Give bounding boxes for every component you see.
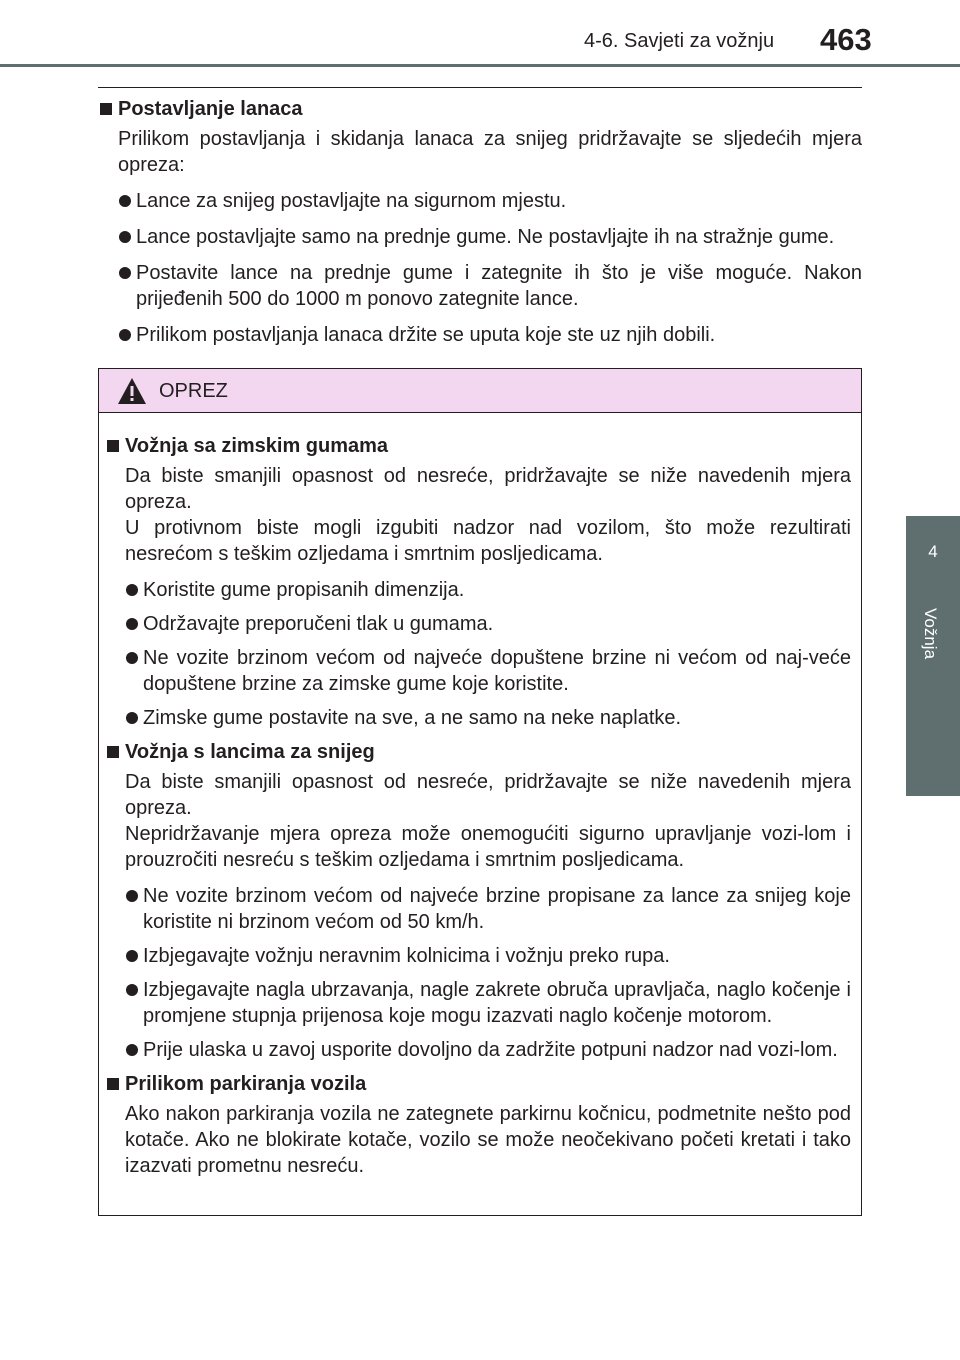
caution-bullet-list — [105, 883, 851, 1063]
intro-heading: Postavljanje lanaca — [98, 96, 862, 122]
list-item: Lance postavljajte samo na prednje gume. Ne postavljajte ih na stražnje gume. — [98, 224, 862, 250]
intro-text: Prilikom postavljanja i skidanja lanaca za snijeg pridržavajte se sljedećih mjera opreza: — [118, 128, 862, 176]
header-rule — [0, 64, 960, 67]
list-item: Ne vozite brzinom većom od najveće brzine propisane za lance za snijeg koje koristite ni brzinom većom od 50 km/h. — [105, 883, 851, 935]
caution-section-winter-tires — [105, 433, 851, 731]
list-item: Postavite lance na prednje gume i zategnite ih što je više moguće. Nakon prijeđenih 500 do 1000 m ponovo zategnite lance. — [98, 260, 862, 312]
caution-heading: Vožnja s lancima za snijeg — [105, 739, 851, 765]
list-item: Izbjegavajte nagla ubrzavanja, nagle zakrete obruča upravljača, naglo kočenje i promjene stupnja prijenosa koje mogu izazvati naglo kočenje motorom. — [105, 977, 851, 1029]
list-item: Koristite gume propisanih dimenzija. — [105, 577, 851, 603]
caution-title: OPREZ — [159, 380, 228, 402]
list-item: Ne vozite brzinom većom od najveće dopuštene brzine ni većom od naj-veće dopuštene brzine za zimske gume koje koristite. — [105, 645, 851, 697]
chapter-side-tab — [906, 516, 960, 796]
caution-text: Da biste smanjili opasnost od nesreće, pridržavajte se niže navedenih mjera opreza. — [125, 771, 851, 819]
chapter-number: 4 — [928, 542, 938, 561]
list-item: Izbjegavajte vožnju neravnim kolnicima i vožnju preko rupa. — [105, 943, 851, 969]
intro-section — [98, 96, 862, 358]
list-item: Prilikom postavljanja lanaca držite se uputa koje ste uz njih dobili. — [98, 322, 862, 348]
intro-bullet-list — [98, 188, 862, 348]
caution-section-snow-chains — [105, 739, 851, 1063]
caution-text: Ako nakon parkiranja vozila ne zategnete parkirnu kočnicu, podmetnite nešto pod kotače. Ako ne blokirate kotače, vozilo se može neočekivano početi kretati i tako izazvati prometnu nesreću. — [125, 1103, 851, 1177]
page-number: 463 — [820, 22, 872, 57]
content-top-rule — [98, 87, 862, 88]
section-title: 4-6. Savjeti za vožnju — [584, 30, 775, 52]
list-item: Lance za snijeg postavljajte na sigurnom mjestu. — [98, 188, 862, 214]
caution-bullet-list — [105, 577, 851, 731]
caution-section-parking — [105, 1071, 851, 1179]
list-item: Prije ulaska u zavoj usporite dovoljno da zadržite potpuni nadzor nad vozi-lom. — [105, 1037, 851, 1063]
caution-header — [99, 369, 861, 413]
page-header — [0, 0, 960, 68]
caution-heading: Prilikom parkiranja vozila — [105, 1071, 851, 1097]
list-item: Održavajte preporučeni tlak u gumama. — [105, 611, 851, 637]
chapter-label: Vožnja — [921, 608, 940, 660]
caution-body — [99, 413, 861, 1179]
caution-text: U protivnom biste mogli izgubiti nadzor nad vozilom, što može rezultirati nesrećom s teškim ozljedama i smrtnim posljedicama. — [125, 517, 851, 565]
caution-box — [98, 368, 862, 1216]
list-item: Zimske gume postavite na sve, a ne samo na neke naplatke. — [105, 705, 851, 731]
caution-text: Da biste smanjili opasnost od nesreće, pridržavajte se niže navedenih mjera opreza. — [125, 465, 851, 513]
caution-heading: Vožnja sa zimskim gumama — [105, 433, 851, 459]
warning-triangle-icon — [117, 377, 147, 405]
caution-text: Nepridržavanje mjera opreza može onemogućiti sigurno upravljanje vozi-lom i prouzročiti nesreću s teškim ozljedama i smrtnim posljedicama. — [125, 823, 851, 871]
